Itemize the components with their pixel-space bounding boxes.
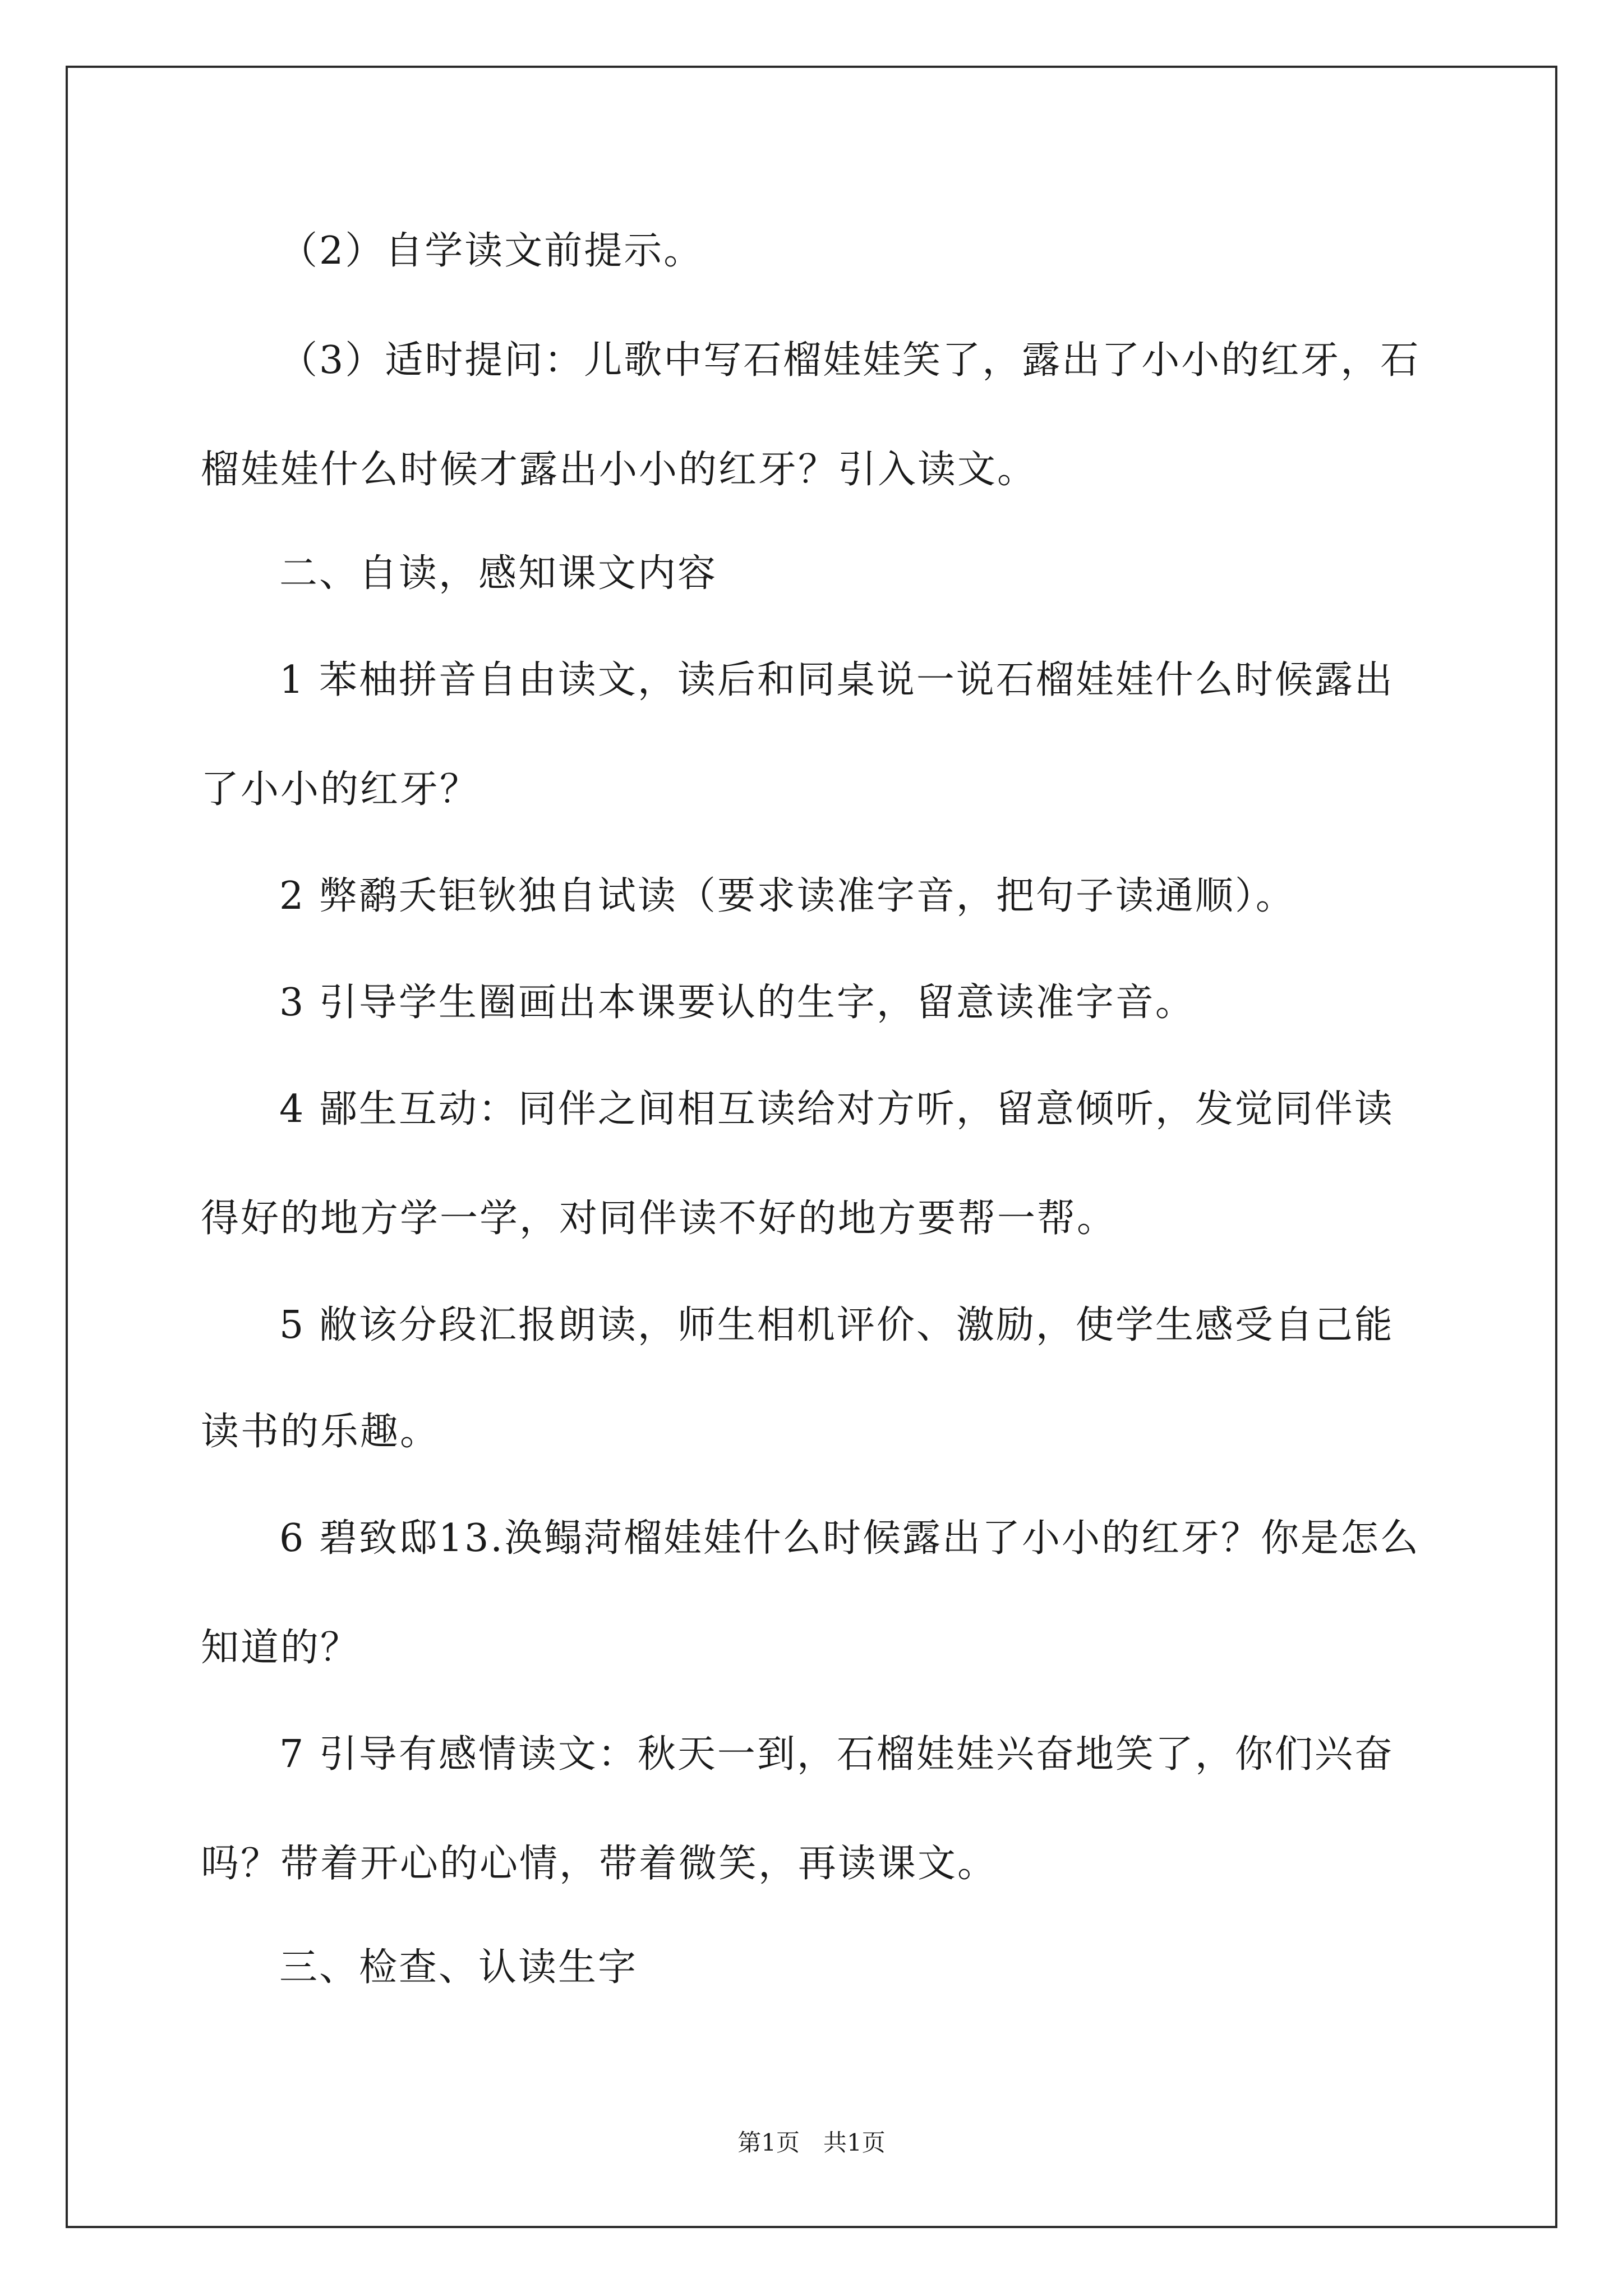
text-line: 1 苯柚拼音自由读文，读后和同桌说一说石榴娃娃什么时候露出: [279, 658, 1394, 702]
section-heading: 二、自读，感知课文内容: [279, 551, 718, 596]
text-line: 4 鄙生互动：同伴之间相互读给对方听，留意倾听，发觉同伴读: [279, 1087, 1394, 1131]
page-border: [66, 66, 1557, 2228]
text-line: （2）自学读文前提示。: [279, 229, 704, 273]
text-line: 读书的乐趣。: [201, 1410, 440, 1454]
text-line: 6 碧致邸13.涣鳎菏榴娃娃什么时候露出了小小的红牙？你是怎么: [279, 1516, 1421, 1561]
text-line: 7 引导有感情读文：秋天一到，石榴娃娃兴奋地笑了，你们兴奋: [279, 1732, 1394, 1777]
text-line: 吗？带着开心的心情，带着微笑，再读课文。: [201, 1842, 998, 1886]
page-number: 第1页 共1页: [737, 2129, 886, 2156]
text-line: 得好的地方学一学，对同伴读不好的地方要帮一帮。: [201, 1197, 1117, 1241]
text-line: 3 引导学生圈画出本课要认的生字，留意读准字音。: [279, 981, 1195, 1025]
text-line: 知道的？: [201, 1626, 361, 1670]
text-line: （3）适时提问：儿歌中写石榴娃娃笑了，露出了小小的红牙，石: [279, 338, 1421, 383]
section-heading: 三、检查、认读生字: [279, 1945, 638, 1990]
text-line: 5 敝该分段汇报朗读，师生相机评价、激励，使学生感受自己能: [279, 1303, 1394, 1347]
text-line: 2 弊鹬夭钜钬独自试读（要求读准字音，把句子读通顺）。: [279, 874, 1295, 918]
text-line: 榴娃娃什么时候才露出小小的红牙？引入读文。: [201, 448, 1038, 492]
text-line: 了小小的红牙？: [201, 767, 480, 812]
